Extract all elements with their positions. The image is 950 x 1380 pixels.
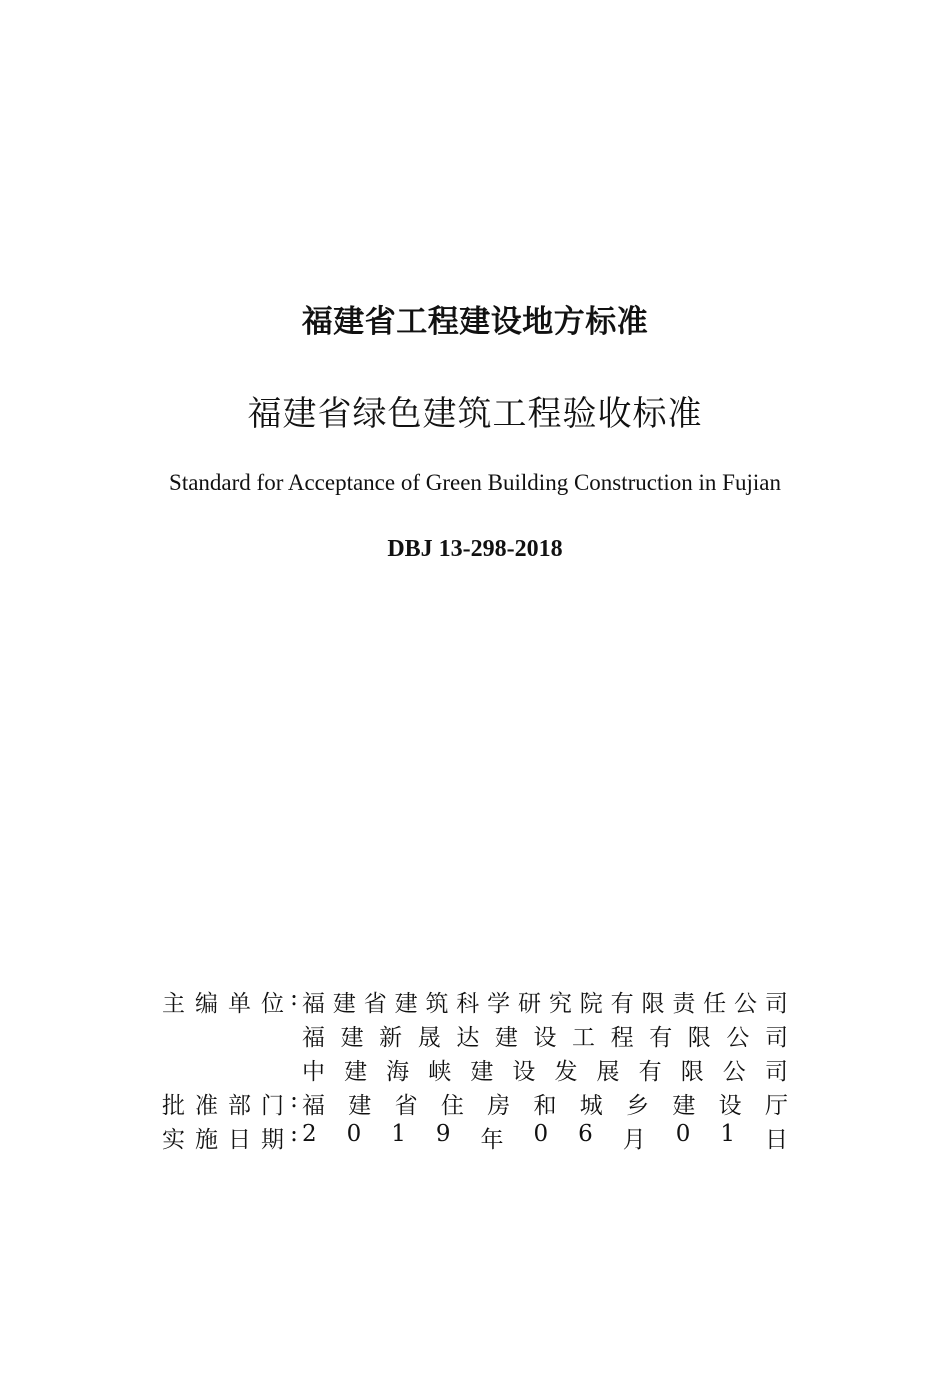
info-block bbox=[162, 984, 788, 1154]
approval-label-cell bbox=[162, 1087, 302, 1120]
chief-editor-label-cell bbox=[162, 985, 302, 1018]
chief-editor-1: 福 建 省 建 筑 科 学 研 究 院 有 限 责 任 公 司 bbox=[302, 990, 788, 1017]
effective-date-row bbox=[162, 1120, 788, 1154]
standard-code: DBJ 13-298-2018 bbox=[387, 536, 563, 562]
main-title: 福建省绿色建筑工程验收标准 bbox=[247, 394, 703, 434]
chief-editor-2: 福 建 新 晟 达 建 设 工 程 有 限 公 司 bbox=[302, 1024, 788, 1051]
chief-editor-row-1 bbox=[162, 984, 788, 1018]
chief-editor-3: 中 建 海 峡 建 设 发 展 有 限 公 司 bbox=[302, 1058, 788, 1085]
effective-label-cell bbox=[162, 1121, 302, 1154]
series-title: 福建省工程建设地方标准 bbox=[301, 304, 649, 340]
colon: : bbox=[290, 984, 298, 1011]
chief-editor-label: 主 编 单 位 bbox=[162, 990, 284, 1017]
approval-row bbox=[162, 1086, 788, 1120]
chief-editor-row-3 bbox=[162, 1052, 788, 1086]
effective-date: 2 0 1 9 年 0 6 月 0 1 日 bbox=[302, 1120, 788, 1153]
colon: : bbox=[290, 1086, 298, 1113]
approval-label: 批 准 部 门 bbox=[162, 1092, 284, 1119]
approval-department: 福 建 省 住 房 和 城 乡 建 设 厅 bbox=[302, 1092, 788, 1119]
chief-editor-row-2 bbox=[162, 1018, 788, 1052]
colon: : bbox=[290, 1120, 298, 1147]
effective-label: 实 施 日 期 bbox=[162, 1126, 284, 1153]
english-title: Standard for Acceptance of Green Building Construction in Fujian bbox=[169, 470, 781, 495]
